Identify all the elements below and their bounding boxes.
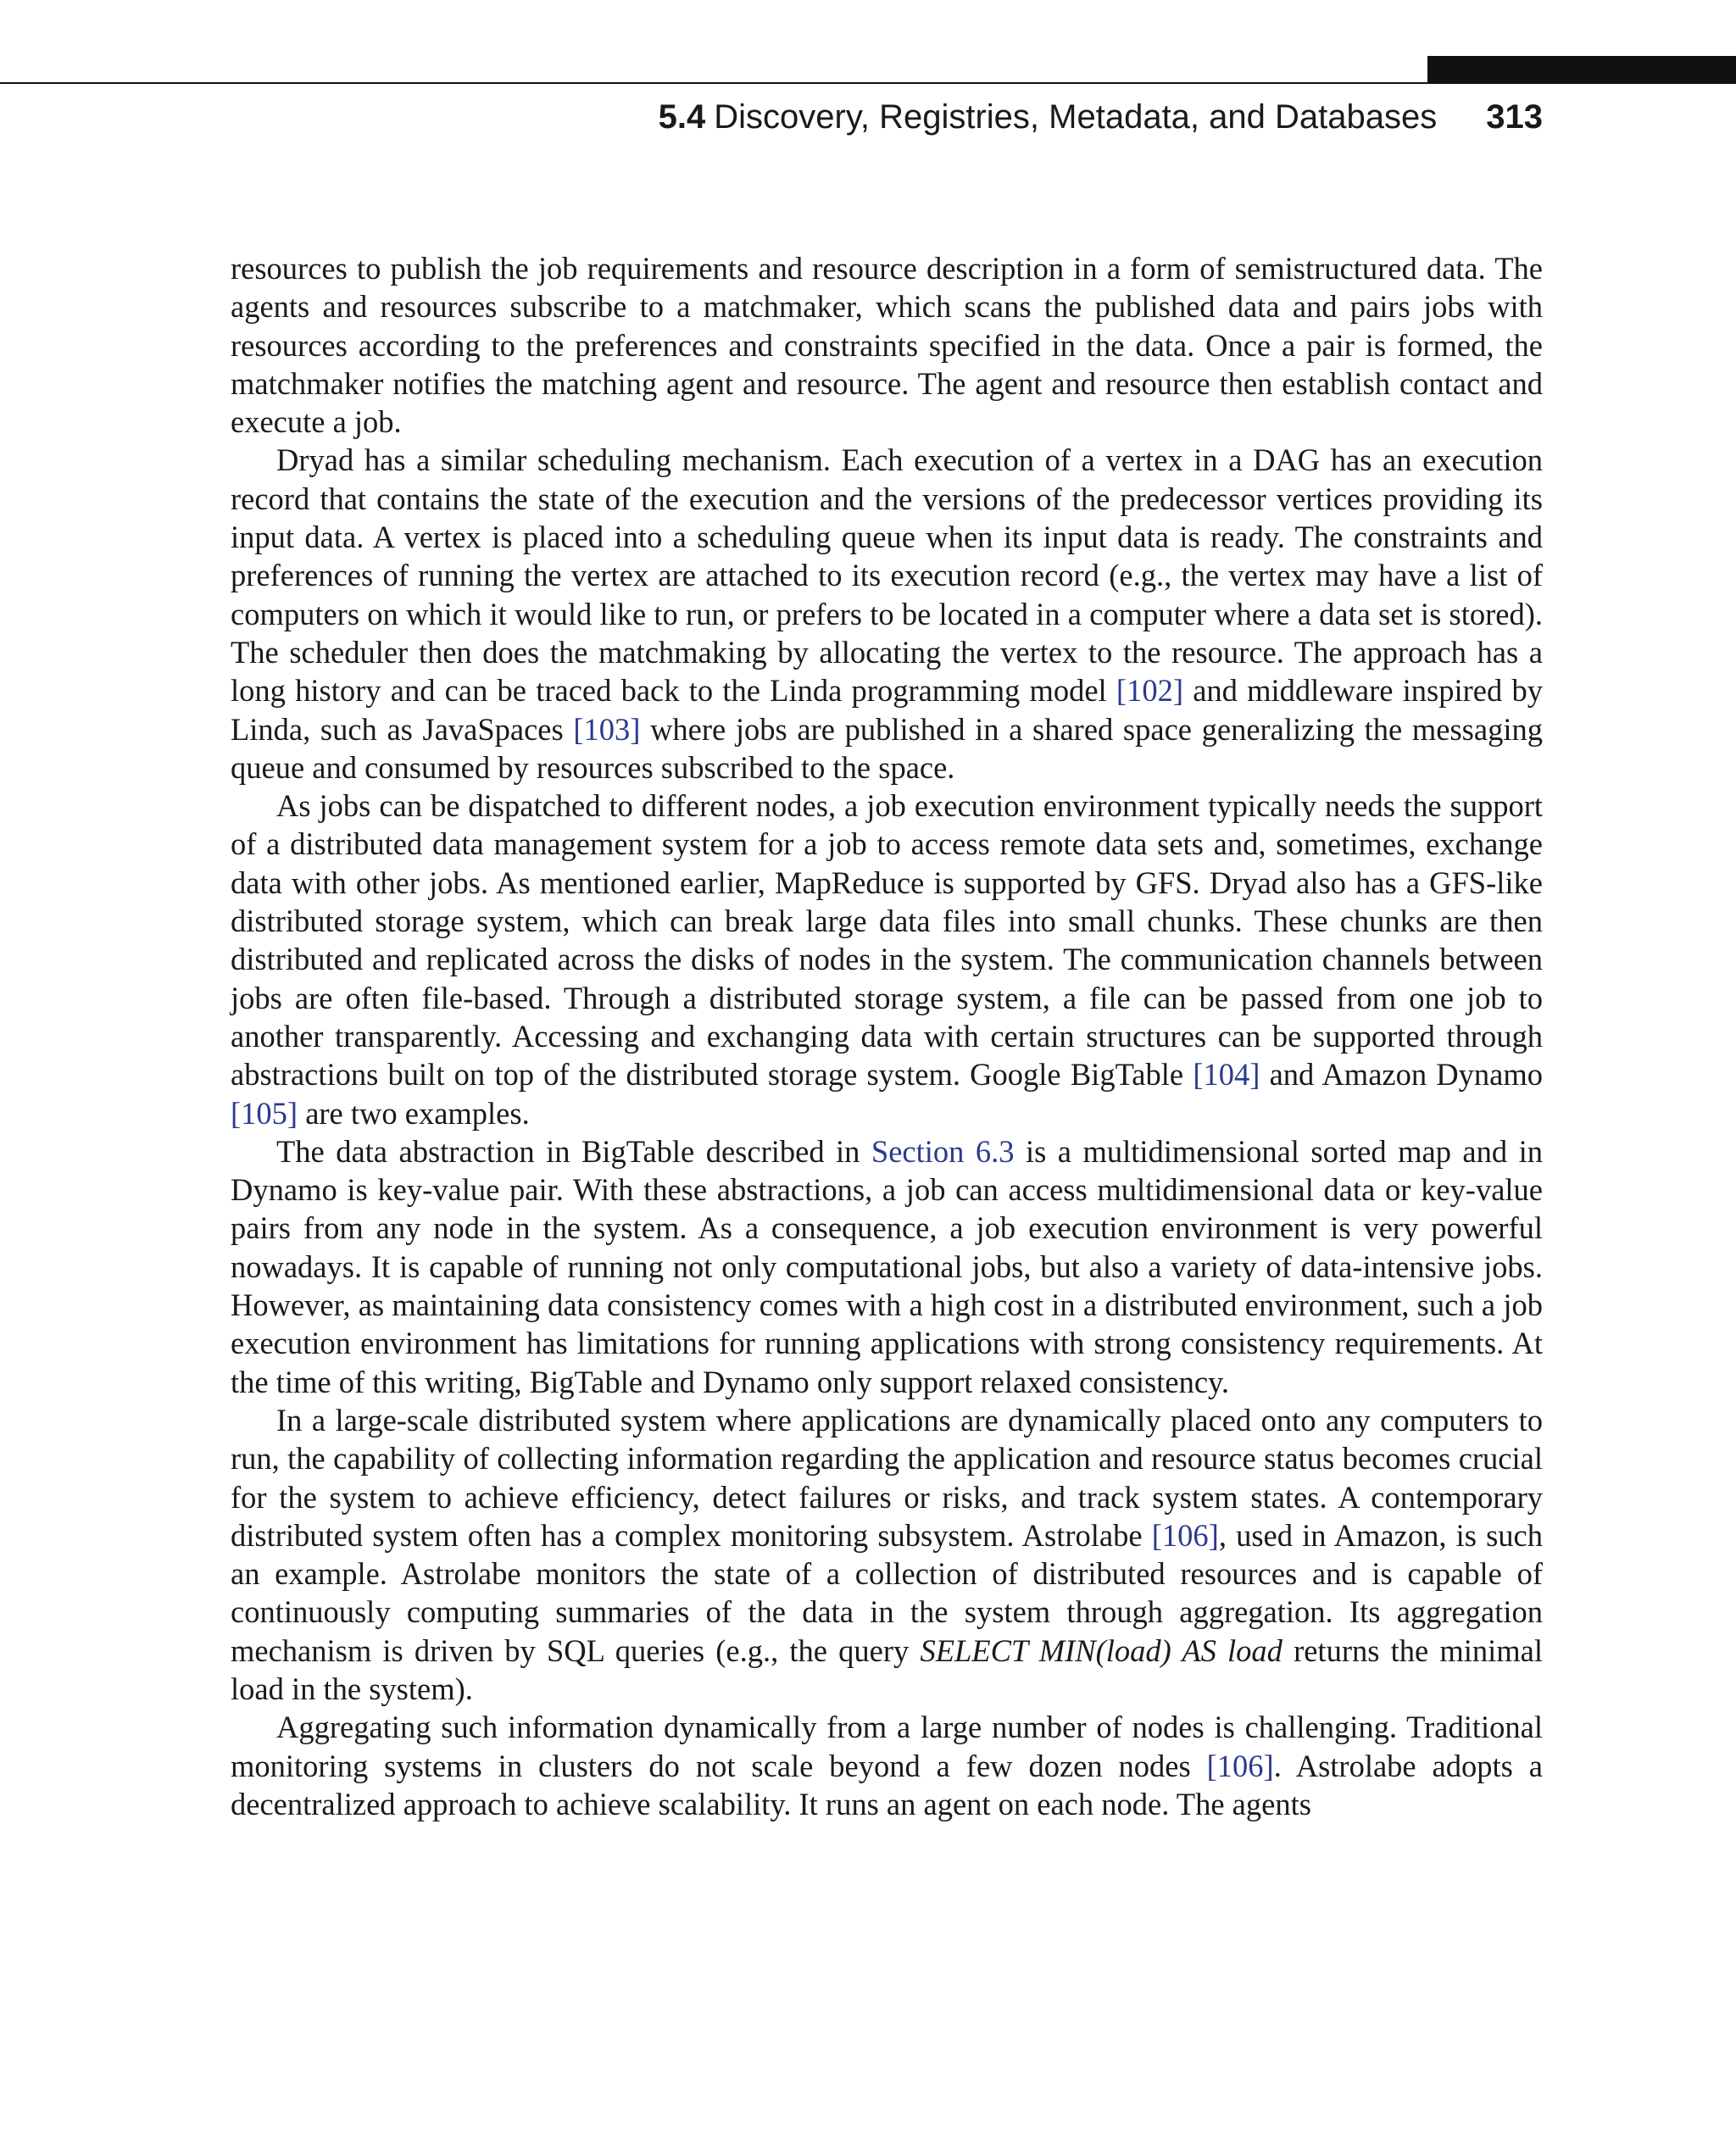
citation-link[interactable]: [105] bbox=[231, 1095, 298, 1131]
running-head bbox=[659, 95, 1543, 139]
paragraph-5 bbox=[231, 1401, 1543, 1708]
section-link[interactable]: Section 6.3 bbox=[871, 1133, 1015, 1169]
paragraph-text: resources to publish the job requirements and resource description in a form of semistructured data. The agents and resources subscribe to a matchmaker, which scans the published data and pairs jobs with resources according to the preferences and constraints specified in the data. Once a pair is formed, the matchmaker notifies the matching agent and resource. The agent and resource then establish contact and execute a job. bbox=[231, 251, 1543, 440]
citation-link[interactable]: [104] bbox=[1193, 1057, 1260, 1093]
citation-link[interactable]: [106] bbox=[1151, 1517, 1219, 1553]
paragraph-text: and Amazon Dynamo bbox=[1260, 1057, 1543, 1093]
header-black-tab bbox=[1427, 56, 1736, 84]
paragraph-1 bbox=[231, 249, 1543, 441]
paragraph-text: , used in Amazon, is such an example. Astrolabe monitors the state of a collection of distributed resources and is capable of continuously computing summaries of the data in the system through aggregation. Its aggregation mechanism is driven by SQL queries (e.g., the query bbox=[231, 1517, 1544, 1668]
paragraph-3 bbox=[231, 787, 1543, 1132]
paragraph-2 bbox=[231, 441, 1543, 787]
paragraph-text: In a large-scale distributed system where applications are dynamically placed onto any computers to run, the capability of collecting information regarding the application and resource status becomes crucial for the system to achieve efficiency, detect failures or risks, and track system states. A contemporary distributed system often has a complex monitoring subsystem. Astrolabe bbox=[231, 1402, 1543, 1553]
citation-link[interactable]: [106] bbox=[1206, 1748, 1274, 1783]
paragraph-text: and middleware inspired by Linda, such as JavaSpaces bbox=[231, 673, 1543, 747]
paragraph-text: are two examples. bbox=[298, 1095, 530, 1131]
citation-link[interactable]: [103] bbox=[573, 711, 641, 747]
paragraph-text: is a multidimensional sorted map and in Dynamo is key-value pair. With these abstractions, a job can access multidimensional data or key-value pairs from any node in the system. As a consequence, a job execution environment is very powerful nowadays. It is capable of running not only computational jobs, but also a variety of data-intensive jobs. However, as maintaining data consistency comes with a high cost in a distributed environment, such a job execution environment has limitations for running applications with strong consistency requirements. At the time of this writing, BigTable and Dynamo only support relaxed consistency. bbox=[231, 1133, 1543, 1399]
page-number: 313 bbox=[1486, 98, 1543, 136]
paragraph-4 bbox=[231, 1132, 1543, 1401]
paragraph-text: returns the minimal load in the system). bbox=[231, 1632, 1543, 1706]
paragraph-text: where jobs are published in a shared space generalizing the messaging queue and consumed by resources subscribed to the space. bbox=[231, 711, 1543, 785]
paragraph-text: The data abstraction in BigTable described in bbox=[276, 1133, 871, 1169]
section-number: 5.4 bbox=[658, 98, 706, 136]
paragraph-text: As jobs can be dispatched to different nodes, a job execution environment typically needs the support of a distributed data management system for a job to access remote data sets and, sometimes, exchange data with other jobs. As mentioned earlier, MapReduce is supported by GFS. Dryad also has a GFS-like distributed storage system, which can break large data files into small chunks. These chunks are then distributed and replicated across the disks of nodes in the system. The communication channels between jobs are often file-based. Through a distributed storage system, a file can be passed from one job to another transparently. Accessing and exchanging data with certain structures can be supported through abstractions built on top of the distributed storage system. Google BigTable bbox=[231, 788, 1543, 1093]
section-title: Discovery, Registries, Metadata, and Databases bbox=[714, 98, 1438, 136]
sql-query-example: SELECT MIN(load) AS load bbox=[920, 1632, 1283, 1668]
citation-link[interactable]: [102] bbox=[1116, 673, 1183, 709]
header-rule bbox=[0, 82, 1736, 84]
paragraph-6 bbox=[231, 1708, 1543, 1823]
body-text bbox=[231, 249, 1543, 1823]
paragraph-text: . Astrolabe adopts a decentralized approach to achieve scalability. It runs an agent on each node. The agents bbox=[231, 1748, 1543, 1821]
paragraph-text: Aggregating such information dynamically from a large number of nodes is challenging. Traditional monitoring systems in clusters do not scale beyond a few dozen nodes bbox=[231, 1710, 1543, 1783]
paragraph-text: Dryad has a similar scheduling mechanism. Each execution of a vertex in a DAG has an execution record that contains the state of the execution and the versions of the predecessor vertices providing its input data. A vertex is placed into a scheduling queue when its input data is ready. The constraints and preferences of running the vertex are attached to its execution record (e.g., the vertex may have a list of computers on which it would like to run, or prefers to be located in a computer where a data set is stored). The scheduler then does the matchmaking by allocating the vertex to the resource. The approach has a long history and can be traced back to the Linda programming model bbox=[231, 442, 1543, 709]
